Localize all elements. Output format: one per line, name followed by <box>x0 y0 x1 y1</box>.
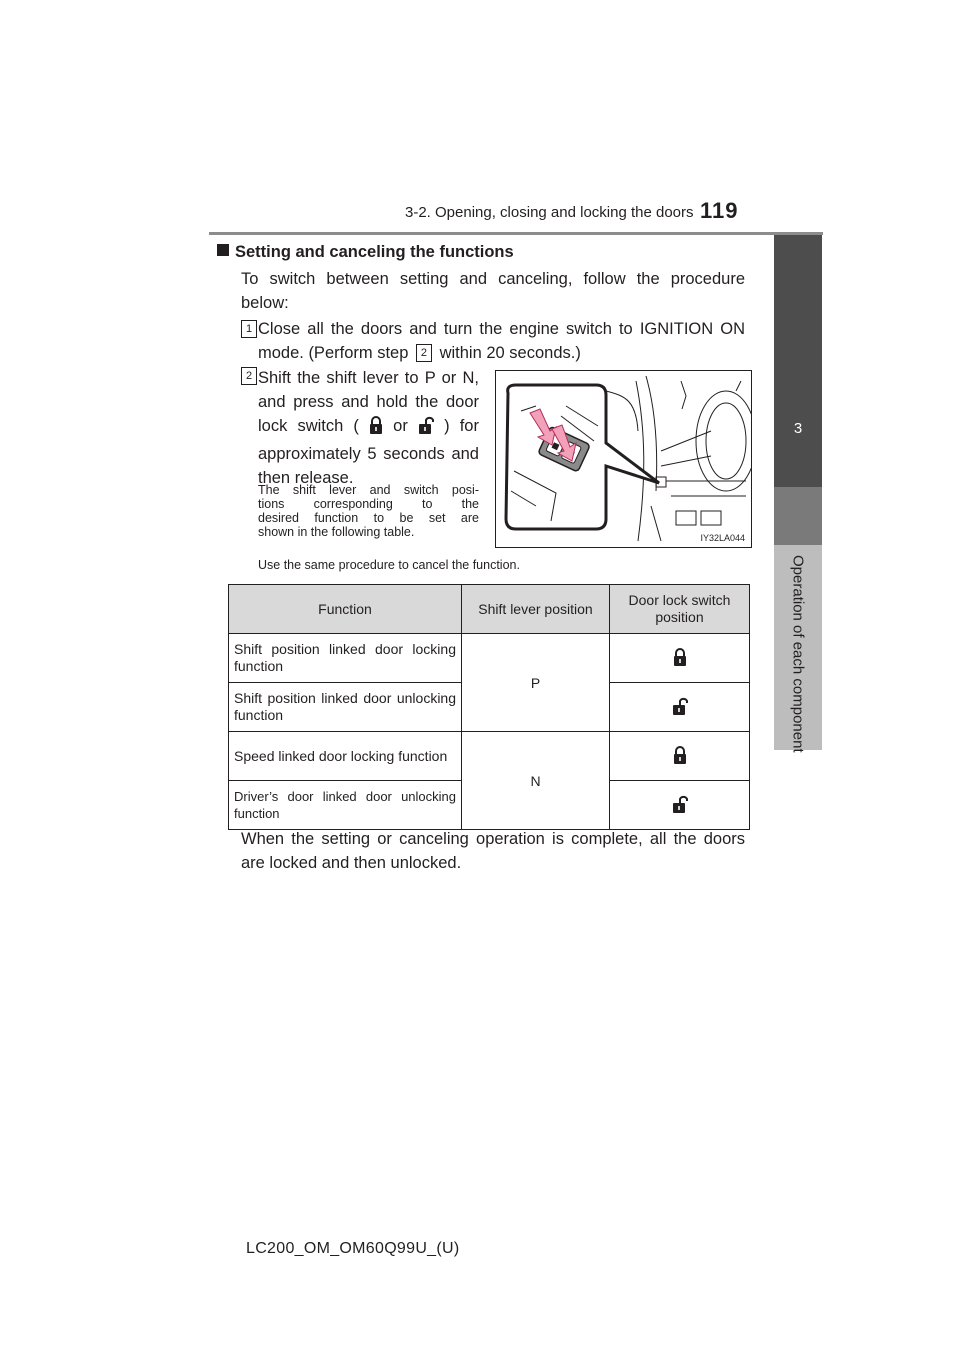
step-number-2: 2 <box>241 367 257 385</box>
step-1-text-b: within 20 seconds.) <box>439 344 581 362</box>
dashboard-drawing <box>496 371 751 547</box>
page-number: 119 <box>700 198 739 223</box>
chapter-number: 3 <box>793 420 803 437</box>
unlock-icon <box>418 415 434 442</box>
shift-position-cell: P <box>462 634 610 732</box>
switch-position-cell <box>610 634 750 683</box>
function-table <box>228 584 750 830</box>
step-2-line-3-a: lock switch ( <box>258 417 359 435</box>
step-2-line-4: approximately 5 seconds and <box>258 445 479 463</box>
header-shift-lever-position: Shift lever position <box>462 585 610 634</box>
note-line-4: shown in the following table. <box>258 525 415 539</box>
side-tab-strip <box>774 235 822 487</box>
step-ref-2: 2 <box>416 344 432 362</box>
table-header-row <box>229 585 750 634</box>
unlock-icon <box>672 801 688 817</box>
table-row <box>229 732 750 781</box>
header-door-lock-switch-position: Door lock switch position <box>610 585 750 634</box>
chapter-title <box>774 555 822 753</box>
step-number-1: 1 <box>241 320 257 338</box>
lock-icon <box>673 752 687 768</box>
side-tab-marker <box>774 487 822 545</box>
step-1-text-a: Close all the doors and turn the engine switch to IGNITION ON mode. (Perform step <box>258 320 745 362</box>
chapter-title-text: Operation of each component <box>789 555 807 753</box>
note-table-reference <box>258 483 479 539</box>
intro-paragraph: To switch between setting and canceling, follow the procedure below: <box>241 270 745 312</box>
step-2-line-5: then release. <box>258 469 354 487</box>
step-2-line-1: Shift the shift lever to P or N, <box>258 369 479 387</box>
step-2-line-3 <box>258 414 479 442</box>
step-2-line-3-b: ) for <box>444 417 479 435</box>
switch-position-cell <box>610 781 750 830</box>
step-1-text <box>258 317 745 365</box>
note-line-1: The shift lever and switch posi- <box>258 483 479 497</box>
note-line-2: tions corresponding to the <box>258 497 479 511</box>
note-cancel: Use the same procedure to cancel the function. <box>258 558 520 572</box>
square-bullet-icon <box>217 244 229 256</box>
section-title <box>217 243 514 262</box>
footer-model-code: LC200_OM_OM60Q99U_(U) <box>246 1240 460 1257</box>
figure-code: IY32LA044 <box>700 533 745 543</box>
door-lock-switch-illustration <box>495 370 752 548</box>
header-function: Function <box>229 585 462 634</box>
step-2-line-2: and press and hold the door <box>258 393 479 411</box>
shift-position-cell: N <box>462 732 610 830</box>
header-rule <box>209 232 823 235</box>
function-cell: Shift position linked door unlocking function <box>229 683 462 732</box>
unlock-icon <box>672 703 688 719</box>
note-line-3: desired function to be set are <box>258 511 479 525</box>
step-2-line-3-or: or <box>393 417 408 435</box>
function-cell: Driver’s door linked door unlocking function <box>229 781 462 830</box>
function-cell: Shift position linked door locking function <box>229 634 462 683</box>
closing-paragraph: When the setting or canceling operation is complete, all the doors are locked and then unlocked. <box>241 830 745 872</box>
table-row <box>229 634 750 683</box>
function-cell: Speed linked door locking function <box>229 732 462 781</box>
switch-position-cell <box>610 683 750 732</box>
section-title-text: Setting and canceling the functions <box>235 243 514 261</box>
header-section-title: 3-2. Opening, closing and locking the doors <box>405 204 694 221</box>
step-2-text <box>258 366 479 490</box>
switch-position-cell <box>610 732 750 781</box>
lock-icon <box>369 415 383 442</box>
lock-icon <box>673 654 687 670</box>
